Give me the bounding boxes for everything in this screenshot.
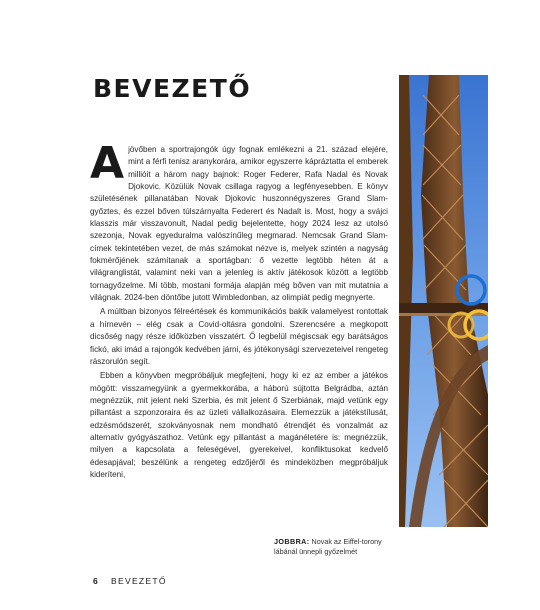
paragraph-reputation: A múltban bizonyos félreértések és kommunikációs bakik valamelyest rontottak a hírnevén – elég csak a Covid-oltásra gondolni. Szerencsére a megkopott dicsőség nagy része időközben visszatért. Ő legbelül mégiscsak egy barátságos fickó, aki imád a rajongók kedvében járni, és jótékonysági szervezeteivel rengeteg rászorulón segít. [90, 307, 388, 366]
eiffel-tower-illustration [399, 75, 488, 527]
paragraph-intro [90, 138, 388, 304]
caption-lead: JOBBRA: [274, 537, 310, 546]
page-title: BEVEZETŐ [93, 74, 252, 103]
drop-cap: A [90, 138, 125, 189]
running-section-title: BEVEZETŐ [111, 576, 167, 586]
caption-text: Novak az Eiffel-torony lábánál ünnepli győzelmét [274, 537, 382, 556]
body-text [90, 138, 388, 481]
paragraph-book-scope: Ebben a könyvben megpróbáljuk megfejteni, hogy ki ez az ember a játékos mögött: visszamegyünk a gyermekkorába, a háború sújtotta Belgrádba, aztán megnézzük, mit jelent neki Szerbia, és mit jelent ő Szerbiának, majd vetünk egy pillantást a szponzoraira és az üzleti vállalkozásaira. Elemezzük a játékstílusát, edzésmódszerét, szokványosnak nem mondható étrendjét és vonzalmát az alternatív gyógyászathoz. Vetünk egy pillantást a magánéletére is: megnézzük, milyen a kapcsolata a feleségével, gyerekeivel, konfliktusokat kedvelő édesapjával; beszélünk a rengeteg edzőjéről és mindeközben megpróbáljuk kideríteni, [90, 371, 388, 479]
photo-caption [274, 537, 390, 557]
paragraph-intro-text: jövőben a sportrajongók úgy fognak emlékezni a 21. század elejére, mint a férfi tenisz aranykorára, amikor egyszerre kápráztatta el emberek millióit a három nagy bajnok: Roger Federer, Rafa Nadal és Novak Djokovic. Közülük Novak csillaga ragyog a legfényesebben. E könyv születésének pillanatában Novak Djokovic huszonnégyszeres Grand Slam-győztes, és ezzel bőven túlszárnyalta Federert és Nadalt is. Most, hogy a svájci klasszis már visszavonult, Nadal pedig bejelentette, hogy 2024 lesz az utolsó szezonja, Novak egyeduralma valószínűleg megmarad. Nemcsak Grand Slam-címek tekintetében vezet, de más számokat nézve is, melyek szintén a nagyság fokmérőjének számítanak a sportágban: ő vezette legtöbb héten át a világranglistát, valamint neki van a jelenleg is aktív játékosok között a legtöbb tornagyőzelme. Mi több, mostani formája alapján még bőven van mit mutatnia a világnak. 2024-ben döntőbe jutott Wimbledonban, az olimpiát pedig megnyerte. [90, 145, 388, 303]
page-number: 6 [93, 576, 100, 586]
eiffel-tower-photo [399, 75, 488, 527]
page-footer [93, 576, 167, 586]
